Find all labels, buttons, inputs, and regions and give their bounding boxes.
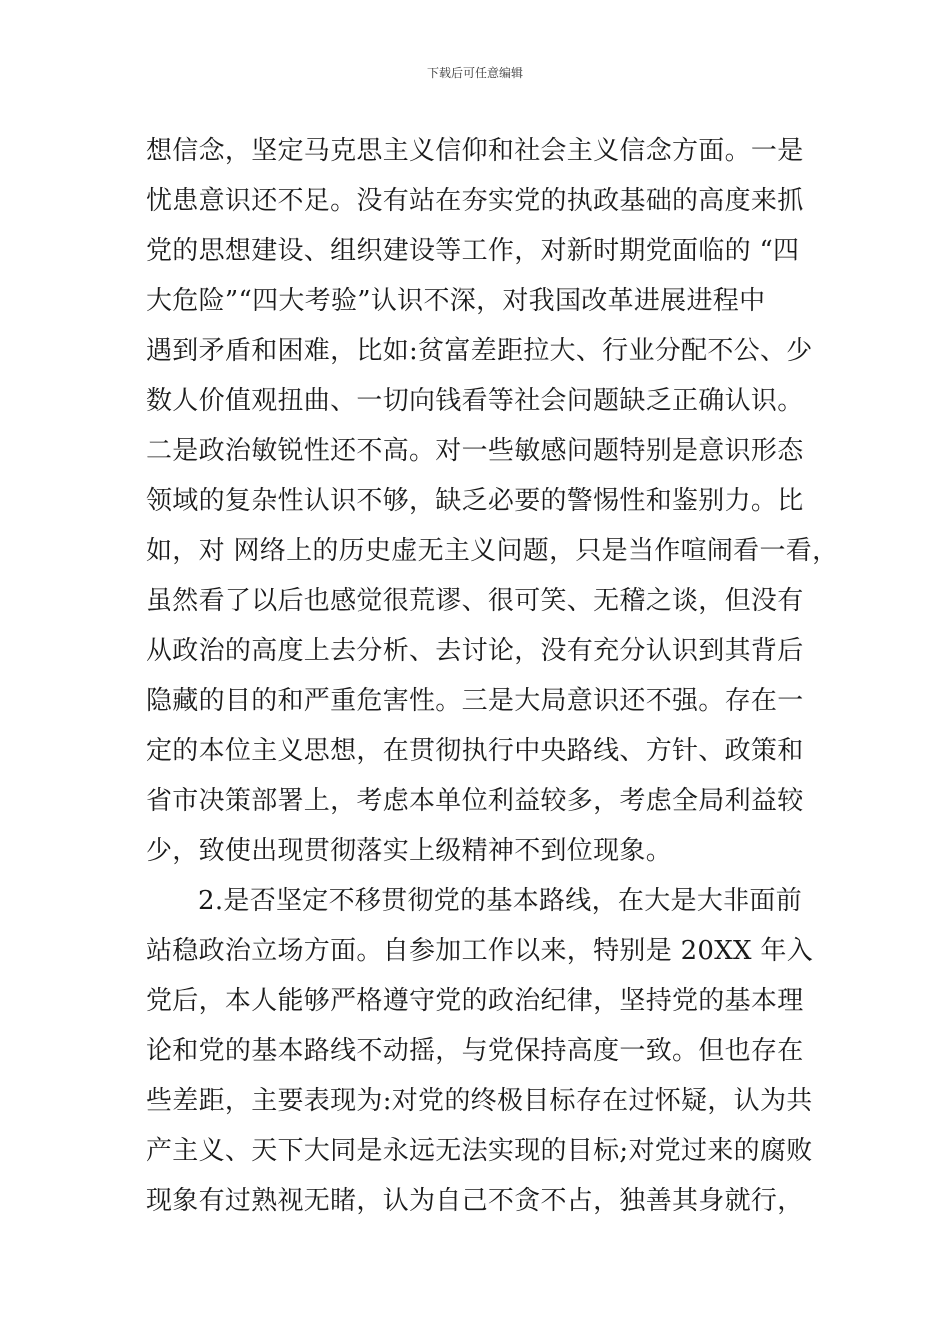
text-line: 论和党的基本路线不动摇，与党保持高度一致。但也存在 [146, 1036, 804, 1066]
text-line: 定的本位主义思想，在贯彻执行中央路线、方针、政策和 [146, 736, 804, 766]
text-line: 遇到矛盾和困难，比如:贫富差距拉大、行业分配不公、少 [146, 336, 813, 366]
text-line: 二是政治敏锐性还不高。对一些敏感问题特别是意识形态 [146, 436, 804, 466]
page-header: 下载后可任意编辑 [426, 66, 523, 80]
paragraph-start-line: 2.是否坚定不移贯彻党的基本路线，在大是大非面前 [198, 886, 803, 916]
text-line: 如，对 网络上的历史虚无主义问题，只是当作喧闹看一看， [146, 536, 839, 566]
text-line: 数人价值观扭曲、一切向钱看等社会问题缺乏正确认识。 [146, 386, 804, 416]
text-line: 领域的复杂性认识不够，缺乏必要的警惕性和鉴别力。比 [146, 486, 804, 516]
text-line: 些差距，主要表现为:对党的终极目标存在过怀疑，认为共 [146, 1086, 813, 1116]
text-line: 从政治的高度上去分析、去讨论，没有充分认识到其背后 [146, 636, 804, 666]
text-line: 想信念，坚定马克思主义信仰和社会主义信念方面。一是 [146, 136, 804, 166]
text-line: 虽然看了以后也感觉很荒谬、很可笑、无稽之谈，但没有 [146, 586, 804, 616]
text-line: 党后，本人能够严格遵守党的政治纪律，坚持党的基本理 [146, 986, 804, 1016]
text-line: 隐藏的目的和严重危害性。三是大局意识还不强。存在一 [146, 686, 804, 716]
text-line: 产主义、天下大同是永远无法实现的目标;对党过来的腐败 [146, 1136, 813, 1166]
text-line: 站稳政治立场方面。自参加工作以来，特别是 20XX 年入 [146, 936, 814, 966]
document-body [146, 126, 839, 1226]
text-line: 少，致使出现贯彻落实上级精神不到位现象。 [146, 836, 673, 866]
text-line: 省市决策部署上，考虑本单位利益较多，考虑全局利益较 [146, 786, 804, 816]
text-line: 忧患意识还不足。没有站在夯实党的执政基础的高度来抓 [146, 186, 804, 216]
text-line: 现象有过熟视无睹，认为自己不贪不占，独善其身就行， [146, 1186, 804, 1216]
text-line: 大危险”“四大考验”认识不深，对我国改革进展进程中 [146, 286, 766, 316]
text-line: 党的思想建设、组织建设等工作，对新时期党面临的 “四 [146, 236, 800, 266]
